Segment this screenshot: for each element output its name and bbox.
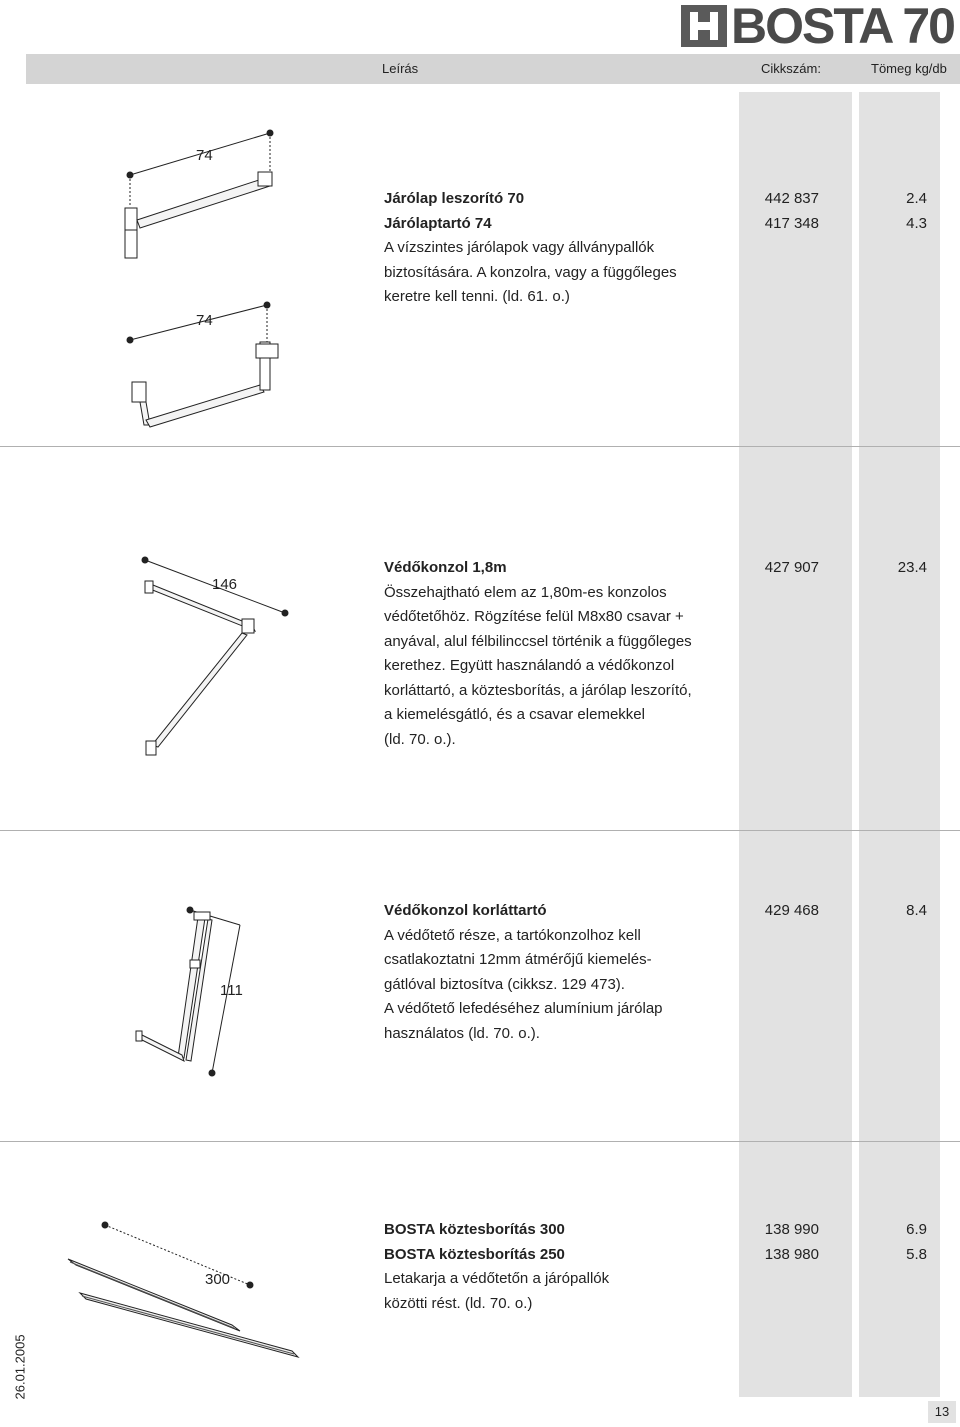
item-text-line: közötti rést. (ld. 70. o.) — [384, 1294, 533, 1312]
header-article: Cikkszám: — [761, 61, 821, 76]
weight-value: 23.4 — [897, 559, 927, 576]
item-description — [384, 556, 692, 752]
item-weights — [859, 187, 927, 236]
item-text-line: csatlakoztatni 12mm átmérőjű kiemelés- — [384, 951, 652, 968]
dim-label: 111 — [220, 982, 243, 999]
item-text-line: korláttartó, a köztesborítás, a járólap leszorító, — [384, 681, 692, 699]
item-description — [384, 187, 677, 310]
table-header — [26, 54, 960, 84]
product-drawing-koztesboritas — [60, 1215, 310, 1365]
item-title: Védőkonzol 1,8m — [384, 559, 507, 576]
item-title: BOSTA köztesborítás 250 — [384, 1245, 565, 1263]
item-text-line: Letakarja a védőtetőn a járópallók — [384, 1270, 610, 1287]
article-number: 138 980 — [764, 1245, 819, 1263]
weight-value: 5.8 — [906, 1245, 927, 1263]
item-text-line: kerethez. Együtt használandó a védőkonzol — [384, 657, 675, 674]
item-text-line: A védőtető része, a tartókonzolhoz kell — [384, 926, 641, 944]
item-description — [384, 1218, 609, 1316]
item-text-line: biztosítására. A konzolra, vagy a függőleges — [384, 263, 677, 281]
dim-label: 74 — [196, 312, 213, 329]
article-number: 429 468 — [764, 902, 819, 919]
item-title: Járólaptartó 74 — [384, 214, 492, 232]
item-articles — [739, 556, 819, 581]
item-text-line: anyával, alul félbilinccsel történik a függőleges — [384, 632, 692, 650]
item-title: BOSTA köztesborítás 300 — [384, 1221, 565, 1238]
product-drawing-vedokonzol — [130, 555, 300, 770]
item-text-line: keretre kell tenni. (ld. 61. o.) — [384, 288, 570, 305]
item-description — [384, 899, 663, 1046]
weight-value: 6.9 — [906, 1221, 927, 1238]
item-text-line: a kiemelésgátló, és a csavar elemekkel — [384, 706, 645, 723]
brand-logo — [681, 0, 954, 54]
page-number: 13 — [928, 1401, 956, 1423]
article-number: 417 348 — [764, 214, 819, 232]
article-number: 427 907 — [764, 559, 819, 576]
item-articles — [739, 187, 819, 236]
brand-name: BOSTA 70 — [731, 0, 954, 54]
weight-value: 4.3 — [906, 214, 927, 232]
weight-column-band — [859, 92, 940, 1397]
article-number: 138 990 — [764, 1221, 819, 1238]
item-weights — [859, 899, 927, 924]
dim-label: 300 — [205, 1271, 231, 1288]
item-title: Védőkonzol korláttartó — [384, 902, 547, 919]
item-text-line: védőtetőhöz. Rögzítése felül M8x80 csavar + — [384, 608, 684, 625]
item-weights — [859, 1218, 927, 1267]
header-weight: Tömeg kg/db — [871, 61, 947, 76]
item-title: Járólap leszorító 70 — [384, 190, 525, 207]
article-column-band — [739, 92, 852, 1397]
weight-value: 8.4 — [906, 902, 927, 919]
issue-date: 26.01.2005 — [12, 1334, 28, 1400]
item-text-line: Összehajtható elem az 1,80m-es konzolos — [384, 583, 667, 601]
weight-value: 2.4 — [906, 190, 927, 207]
item-text-line: használatos (ld. 70. o.). — [384, 1024, 540, 1042]
item-text-line: gátlóval biztosítva (cikksz. 129 473). — [384, 975, 625, 993]
dim-label: 146 — [212, 576, 238, 593]
item-articles — [739, 1218, 819, 1267]
row-divider — [0, 446, 960, 447]
product-drawing-korlattarto — [130, 905, 250, 1080]
product-drawing-jarolap — [110, 120, 310, 440]
item-text-line: (ld. 70. o.). — [384, 730, 456, 748]
row-divider — [0, 830, 960, 831]
brand-mark-icon — [681, 5, 727, 47]
row-divider — [0, 1141, 960, 1142]
item-weights — [859, 556, 927, 581]
item-text-line: A védőtető lefedéséhez alumínium járólap — [384, 1000, 663, 1017]
article-number: 442 837 — [764, 190, 819, 207]
item-articles — [739, 899, 819, 924]
dim-label: 74 — [196, 147, 213, 164]
item-text-line: A vízszintes járólapok vagy állványpallók — [384, 239, 655, 256]
header-description: Leírás — [382, 61, 419, 76]
